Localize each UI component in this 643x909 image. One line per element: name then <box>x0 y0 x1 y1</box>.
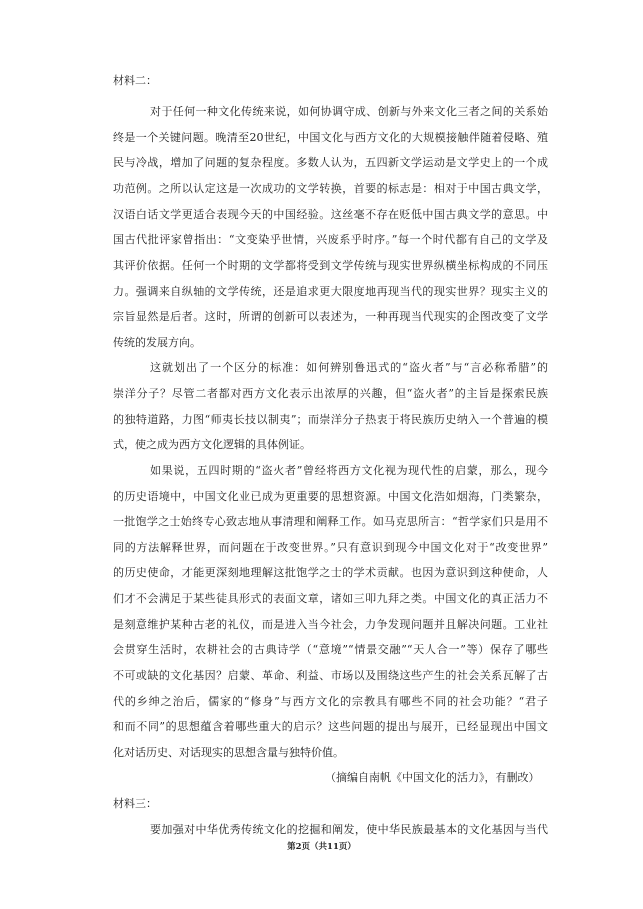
text-line: 终是一个关键问题。晚清至20世纪，中国文化与西方文化的大规模接触伴随着侵略、殖 <box>113 130 548 144</box>
text-line: 民与冷战，增加了问题的复杂程度。多数人认为，五四新文学运动是文学史上的一个成 <box>113 156 548 170</box>
text-line: 力。强调来自纵轴的文学传统，还是追求更大限度地再现当代的现实世界？现实主义的 <box>113 284 548 298</box>
text-line: 们才不会满足于某些徒具形式的表面文章，诸如三叩九拜之类。中国文化的真正活力不 <box>113 592 548 605</box>
paragraph <box>113 458 548 766</box>
text-line: 代的乡绅之治后，儒家的“修身”与西方文化的宗教具有哪些不同的社会功能？“君子 <box>113 694 548 708</box>
paragraph <box>113 355 548 458</box>
text-line: 崇洋分子？尽管二者都对西方文化表示出浓厚的兴趣，但“盗火者”的主旨是探索民族 <box>113 387 548 400</box>
material-two-heading: 材料二： <box>113 74 157 87</box>
source-citation: （摘编自南帆《中国文化的活力》，有删改） <box>325 771 540 785</box>
text-line: 的独特道路，力图“师夷长技以制夷”；而崇洋分子热衷于将民族历史纳入一个普遍的模 <box>113 412 548 426</box>
text-line: 如果说，五四时期的“盗火者”曾经将西方文化视为现代性的启蒙，那么，现今 <box>150 463 548 477</box>
text-line: 功范例。之所以认定这是一次成功的文学转换，首要的标志是：相对于中国古典文学， <box>113 182 548 195</box>
text-line: 式，使之成为西方文化逻辑的具体例证。 <box>113 438 311 452</box>
page-number-footer: 第2页（共11页） <box>287 842 356 852</box>
paragraph <box>113 99 548 355</box>
text-line: 宗旨显然是后者。这时，所谓的创新可以表述为，一种再现当代现实的企图改变了文学 <box>113 310 548 324</box>
text-block <box>113 68 548 842</box>
text-line: 同的方法解释世界，而问题在于改变世界。”只有意识到现今中国文化对于“改变世界” <box>113 540 548 554</box>
paragraph <box>113 817 548 843</box>
text-line: 对于任何一种文化传统来说，如何协调守成、创新与外来文化三者之间的关系始 <box>150 105 548 119</box>
text-line: 一批饱学之士始终专心致志地从事清理和阐释工作。如马克思所言：“哲学家们只是用不 <box>113 515 548 529</box>
text-line: 和而不同”的思想蕴含着哪些重大的启示？这些问题的提出与展开，已经显现出中国文 <box>113 720 548 734</box>
text-line: 化对话历史、对话现实的思想含量与独特价值。 <box>113 745 344 759</box>
text-line: 国古代批评家曾指出：“文变染乎世情，兴废系乎时序。”每一个时代都有自己的文学及 <box>113 233 548 247</box>
text-line: 这就划出了一个区分的标准：如何辨别鲁迅式的“盗火者”与“言必称希腊”的 <box>150 361 548 375</box>
text-line: 要加强对中华优秀传统文化的挖掘和阐发，使中华民族最基本的文化基因与当代 <box>150 822 548 836</box>
text-line: 传统的发展方向。 <box>113 335 201 349</box>
text-line: 的历史使命，才能更深刻地理解这批饱学之士的学术贡献。也因为意识到这种使命，人 <box>113 566 548 580</box>
material-three-heading: 材料三： <box>113 797 157 810</box>
text-line: 不可或缺的文化基因？启蒙、革命、利益、市场以及围绕这些产生的社会关系瓦解了古 <box>113 668 548 682</box>
text-line: 是刻意维护某种古老的礼仪，而是进入当今社会，力争发现问题并且解决问题。工业社 <box>113 617 548 631</box>
text-line: 其评价依据。任何一个时期的文学都将受到文学传统与现实世界纵横坐标构成的不同压 <box>113 258 548 272</box>
text-line: 会贯穿生活时，农耕社会的古典诗学（“意境”“情景交融”“天人合一”等）保存了哪些 <box>113 643 548 657</box>
text-line: 的历史语境中，中国文化业已成为更重要的思想资源。中国文化浩如烟海，门类繁杂， <box>113 489 548 503</box>
text-line: 汉语白话文学更适合表现今天的中国经验。这丝毫不存在贬低中国古典文学的意思。中 <box>113 207 548 221</box>
